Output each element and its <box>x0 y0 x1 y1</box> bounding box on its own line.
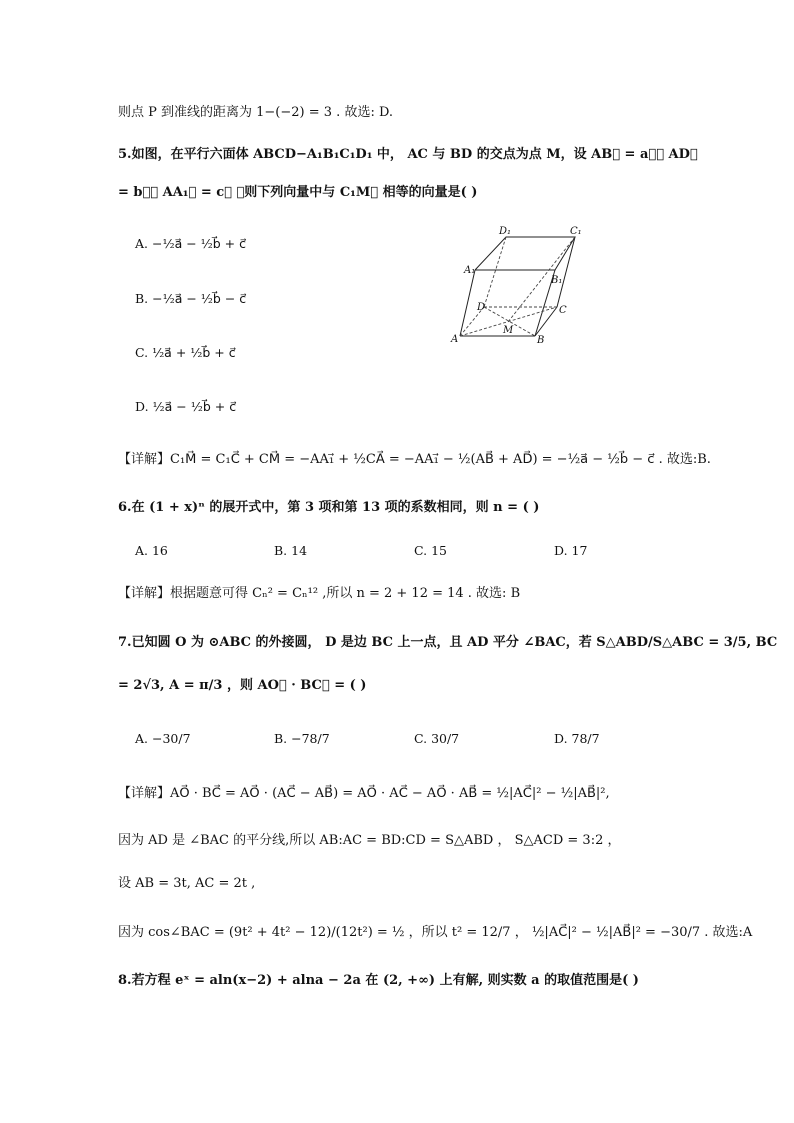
label-m: M <box>503 325 514 336</box>
q5-option-a: A. −½a⃗ − ½b⃗ + c⃗ <box>135 236 246 251</box>
line-prev-answer: 则点 P 到准线的距离为 1−(−2) = 3 . 故选: D. <box>118 105 394 120</box>
edge-c1c <box>557 237 575 307</box>
solution-5: 【详解】C₁M⃗ = C₁C⃗ + CM⃗ = −AA₁⃗ + ½CA⃗ = −AA₁⃗ − ½(AB⃗ + AD⃗) = −½a⃗ − ½b⃗ − c⃗ . 故选:B. <box>118 452 711 467</box>
solution-7-line-3: 设 AB = 3t, AC = 2t , <box>118 876 256 891</box>
q6-option-a: A. 16 <box>135 543 168 558</box>
q5-option-c: C. ½a⃗ + ½b⃗ + c⃗ <box>135 345 236 360</box>
label-d: D <box>477 302 486 313</box>
solution-7-line-1: 【详解】AO⃗ · BC⃗ = AO⃗ · (AC⃗ − AB⃗) = AO⃗ · AC⃗ − AO⃗ · AB⃗ = ½|AC⃗|² − ½|AB⃗|², <box>118 786 610 801</box>
q7-option-d: D. 78/7 <box>554 731 600 746</box>
question-5-line-1: 5.如图，在平行六面体 ABCD−A₁B₁C₁D₁ 中， AC 与 BD 的交点为点 M，设 AB⃗ = a⃗， AD⃗ <box>118 147 698 162</box>
q6-option-c: C. 15 <box>414 543 447 558</box>
question-8: 8.若方程 eˣ = aln(x−2) + alna − 2a 在 (2, +∞) 上有解, 则实数 a 的取值范围是( ) <box>118 973 639 988</box>
label-b1: B₁ <box>551 275 563 286</box>
edge-bc <box>535 307 557 336</box>
question-6: 6.在 (1 + x)ⁿ 的展开式中，第 3 项和第 13 项的系数相同，则 n = ( ) <box>118 500 540 515</box>
parallelepiped-figure <box>450 222 590 352</box>
label-a1: A₁ <box>464 265 476 276</box>
label-a: A <box>451 334 459 345</box>
label-d1: D₁ <box>499 226 512 237</box>
solution-7-line-2: 因为 AD 是 ∠BAC 的平分线,所以 AB:AC = BD:CD = S△ABD ， S△ACD = 3:2 ， <box>118 833 621 848</box>
edge-d1d-hidden <box>484 237 506 307</box>
solution-6: 【详解】根据题意可得 Cₙ² = Cₙ¹² ,所以 n = 2 + 12 = 14 . 故选: B <box>118 586 521 601</box>
q6-option-b: B. 14 <box>274 543 308 558</box>
edge-a1a <box>460 270 475 336</box>
question-7-line-1: 7.已知圆 O 为 ⊙ABC 的外接圆， D 是边 BC 上一点，且 AD 平分 ∠BAC，若 S△ABD/S△ABC = 3/5, BC <box>118 635 778 650</box>
q7-option-a: A. −30/7 <box>135 731 191 746</box>
top-face <box>475 237 575 270</box>
q6-option-d: D. 17 <box>554 543 588 558</box>
q5-option-b: B. −½a⃗ − ½b⃗ − c⃗ <box>135 291 247 306</box>
label-c: C <box>559 305 567 316</box>
solution-7-line-4: 因为 cos∠BAC = (9t² + 4t² − 12)/(12t²) = ½ ，所以 t² = 12/7 ， ½|AC⃗|² − ½|AB⃗|² = −30/7 . 故选:A <box>118 925 753 940</box>
q7-option-b: B. −78/7 <box>274 731 330 746</box>
question-7-line-2: = 2√3, A = π/3 ，则 AO⃗ · BC⃗ = ( ) <box>118 678 367 693</box>
q7-option-c: C. 30/7 <box>414 731 460 746</box>
question-5-line-2: = b⃗， AA₁⃗ = c⃗ ，则下列向量中与 C₁M⃗ 相等的向量是( ) <box>118 185 478 200</box>
label-b: B <box>537 335 545 346</box>
q5-option-d: D. ½a⃗ − ½b⃗ + c⃗ <box>135 399 237 414</box>
label-c1: C₁ <box>570 226 582 237</box>
